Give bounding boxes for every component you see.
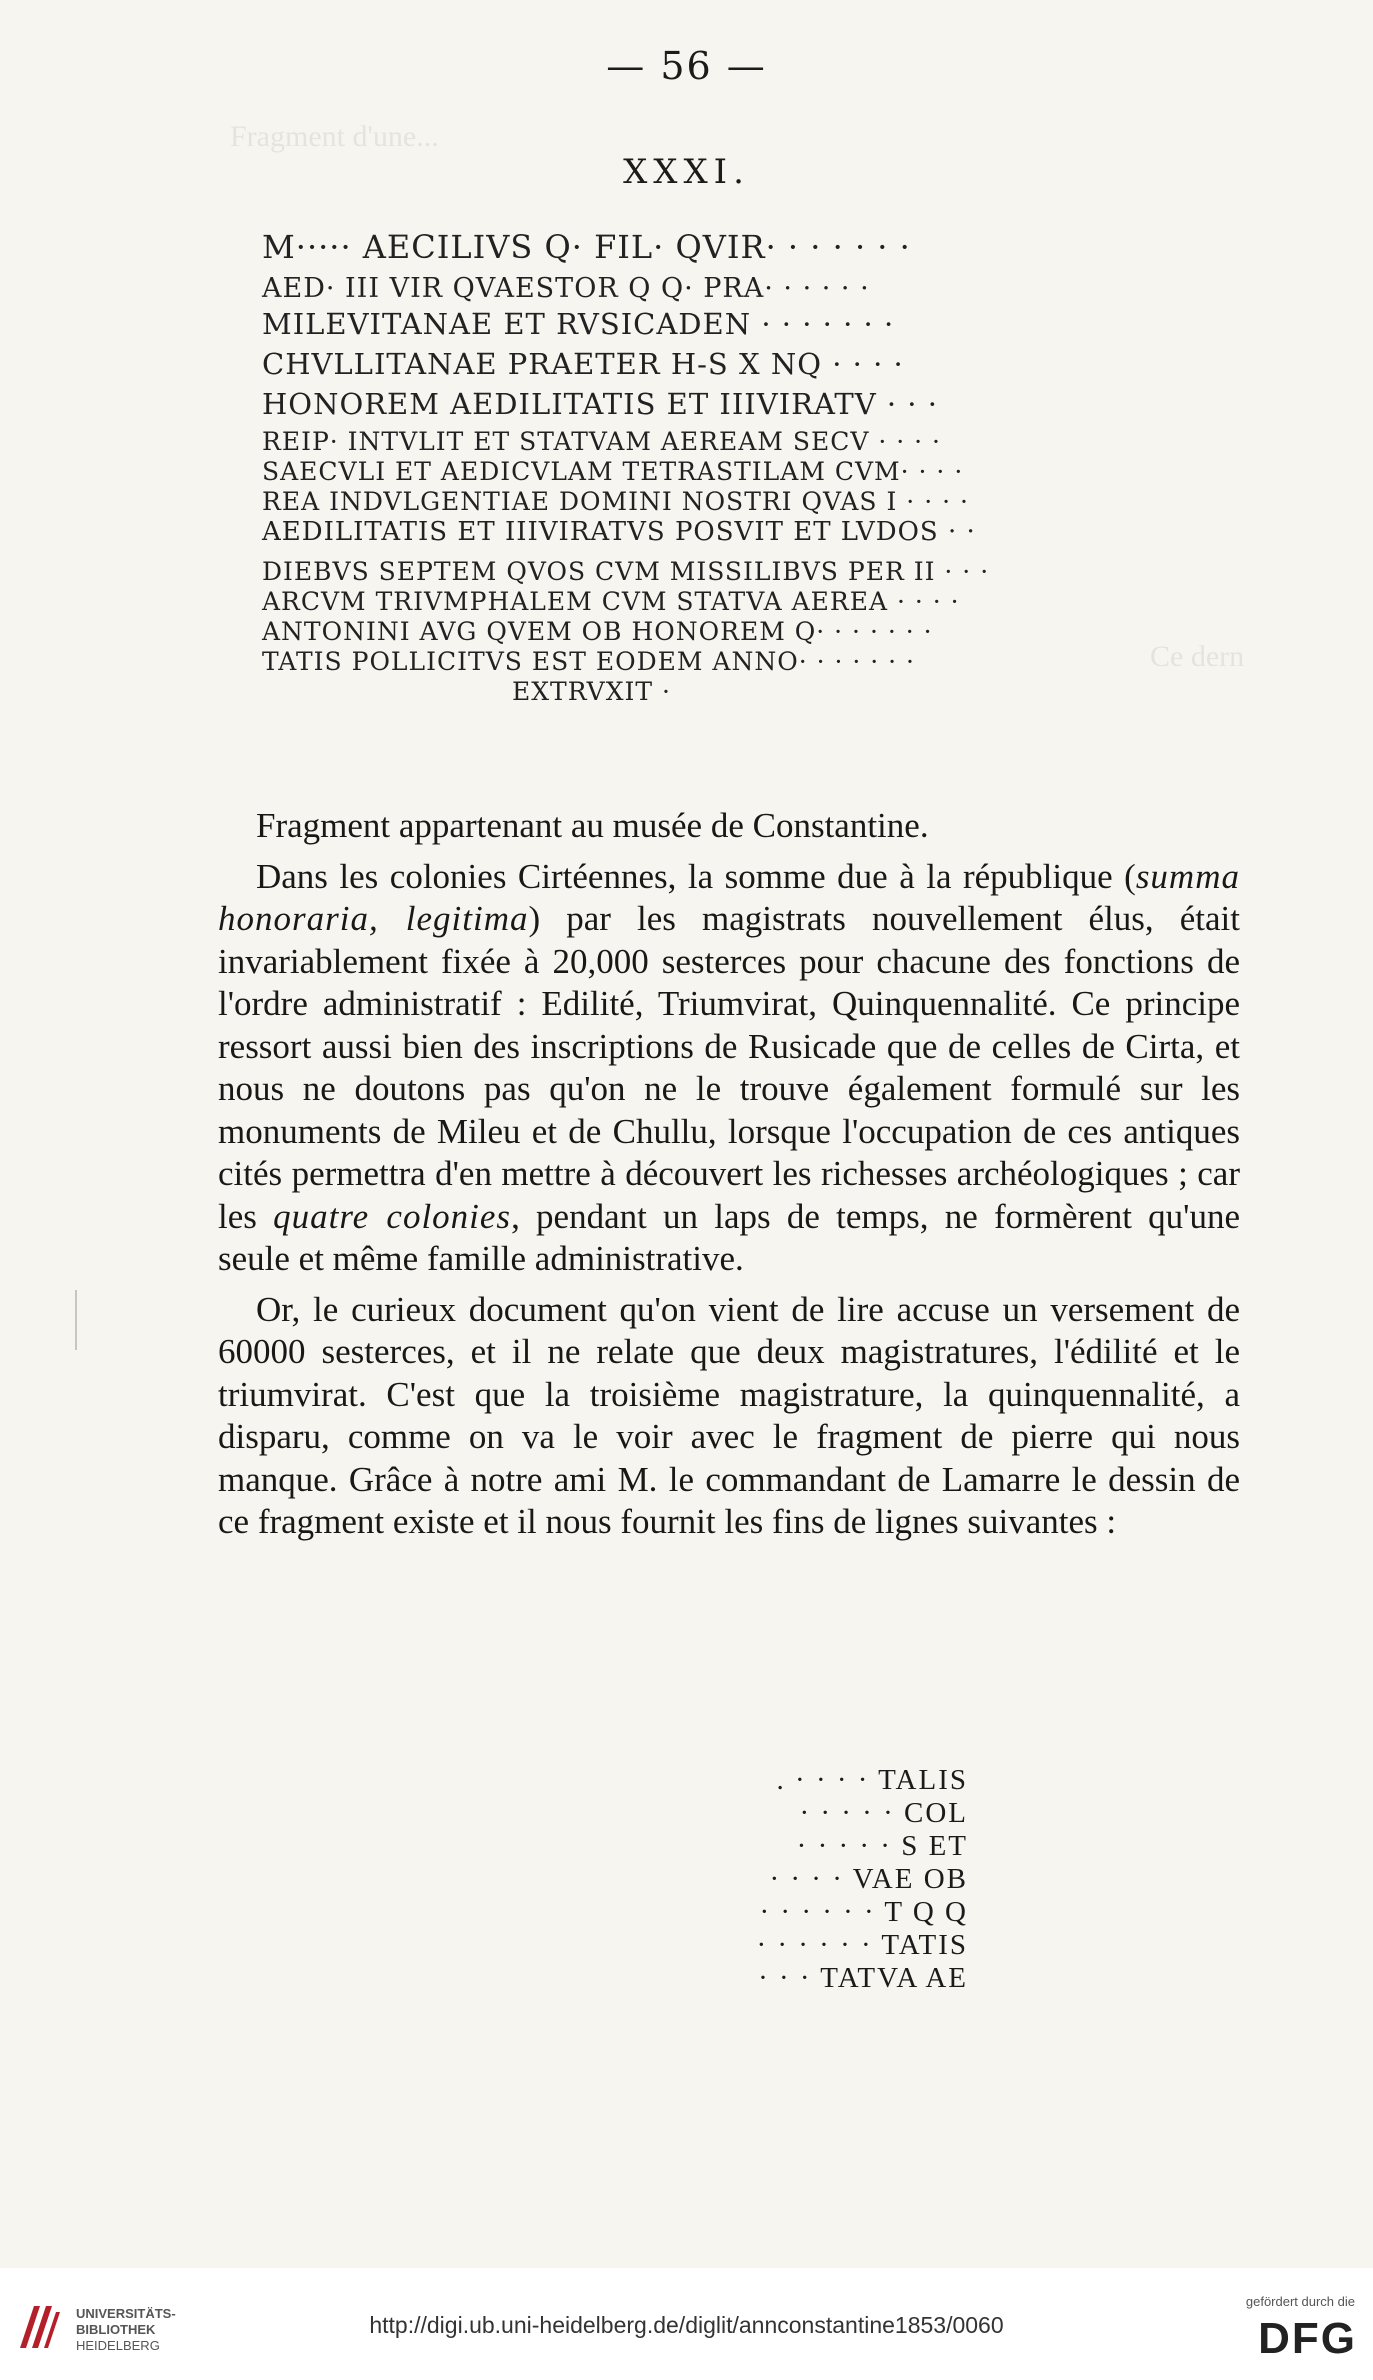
inscription-line: TATIS POLLICITVS EST EODEM ANNO· · · · · · · <box>262 647 916 676</box>
inscription-line: REIP· INTVLIT ET STATVAM AEREAM SECV · · · · <box>262 427 941 456</box>
inscription-line: CHVLLITANAE PRAETER H-S X NQ · · · · <box>262 347 904 381</box>
library-name-line: HEIDELBERG <box>76 2338 160 2353</box>
bleed-through-text: Fragment d'une... <box>230 120 439 153</box>
source-url-link[interactable]: http://digi.ub.uni-heidelberg.de/diglit/annconstantine1853/0060 <box>369 2312 1004 2338</box>
inscription-line: REA INDVLGENTIAE DOMINI NOSTRI QVAS I · · · · <box>262 487 969 516</box>
inscription-line: DIEBVS SEPTEM QVOS CVM MISSILIBVS PER II · · · <box>262 557 990 586</box>
digitization-footer <box>0 2268 1373 2380</box>
text-span: ) par les magistrats nouvellement élus, était invariablement fixée à 20,000 sesterces pour chacune des fonctions de l'ordre administratif : Edilité, Triumvirat, Quinquennalité. Ce principe ressort aussi bien des inscriptions de Rusicade que de celles de Cirta, et nous ne doutons pas qu'on ne le trouve également formulé sur les monuments de Mileu et de Chullu, lorsque l'occupation de ces antiques cités permettra d'en mettre à découvert les richesses archéologiques ; car les <box>218 899 1240 1236</box>
text-span: , pendant un laps de temps, ne formèrent qu'une seule et même famille administrative. <box>218 1196 1241 1278</box>
fragment-line: · · · · · S ET <box>796 1830 968 1862</box>
paragraph: Or, le curieux document qu'on vient de lire accuse un versement de 60000 sesterces, et il ne relate que deux magistratures, l'édilité et le triumvirat. C'est que la troisième magistrature, la quinquennalité, a disparu, comme on va le voir avec le fragment de pierre qui nous manque. Grâce à notre ami M. le commandant de Lamarre le dessin de ce fragment existe et il nous fournit les fins de lignes suivantes : <box>218 1289 1240 1541</box>
section-number: XXXI. <box>623 152 750 192</box>
dfg-logo: DFG <box>1258 2314 1357 2363</box>
fragment-line: · · · · VAE OB <box>769 1863 968 1895</box>
inscription-line: M····· AECILIVS Q· FIL· QVIR· · · · · · · <box>262 228 911 266</box>
latin-inscription <box>262 228 1122 707</box>
inscription-line: ARCVM TRIVMPHALEM CVM STATVA AEREA · · · · <box>262 587 960 616</box>
paragraph: Fragment appartenant au musée de Constantine. <box>256 806 929 845</box>
fragment-line: · · · · · · TATIS <box>756 1929 968 1961</box>
paragraph <box>218 856 1240 1281</box>
fragment-line: · · · · · COL <box>799 1797 968 1829</box>
fragment-line: . · · · · TALIS <box>776 1764 968 1796</box>
fragment-line-endings <box>668 1764 968 1995</box>
fragment-line: · · · · · · T Q Q <box>759 1896 968 1928</box>
inscription-line: ANTONINI AVG QVEM OB HONOREM Q· · · · · · · <box>262 617 933 646</box>
page-number: — 56 — <box>606 44 767 88</box>
inscription-line: AED· III VIR QVAESTOR Q Q· PRA· · · · · · <box>262 273 870 304</box>
inscription-line: MILEVITANAE ET RVSICADEN · · · · · · · <box>262 307 895 341</box>
fragment-line: · · · TATVA AE <box>758 1962 968 1994</box>
bleed-through-text: Ce dern <box>1150 640 1245 673</box>
italic-phrase: summa honoraria, legitima <box>218 856 1240 938</box>
commentary-text <box>218 805 1240 1544</box>
text-span: Dans les colonies Cirtéennes, la somme due à la république ( <box>256 856 1136 896</box>
library-name-line: UNIVERSITÄTS- <box>76 2306 176 2321</box>
italic-phrase: quatre colonies <box>273 1196 512 1236</box>
funding-note: gefördert durch die <box>1245 2294 1355 2309</box>
inscription-line: EXTRVXIT · <box>512 677 671 706</box>
library-name-line: BIBLIOTHEK <box>76 2322 156 2337</box>
inscription-line: AEDILITATIS ET IIIVIRATVS POSVIT ET LVDOS · · <box>262 517 976 547</box>
inscription-line: SAECVLI ET AEDICVLAM TETRASTILAM CVM· · · · <box>262 457 964 486</box>
inscription-line: HONOREM AEDILITATIS ET IIIVIRATV · · · <box>262 387 938 421</box>
margin-mark <box>75 1290 77 1350</box>
